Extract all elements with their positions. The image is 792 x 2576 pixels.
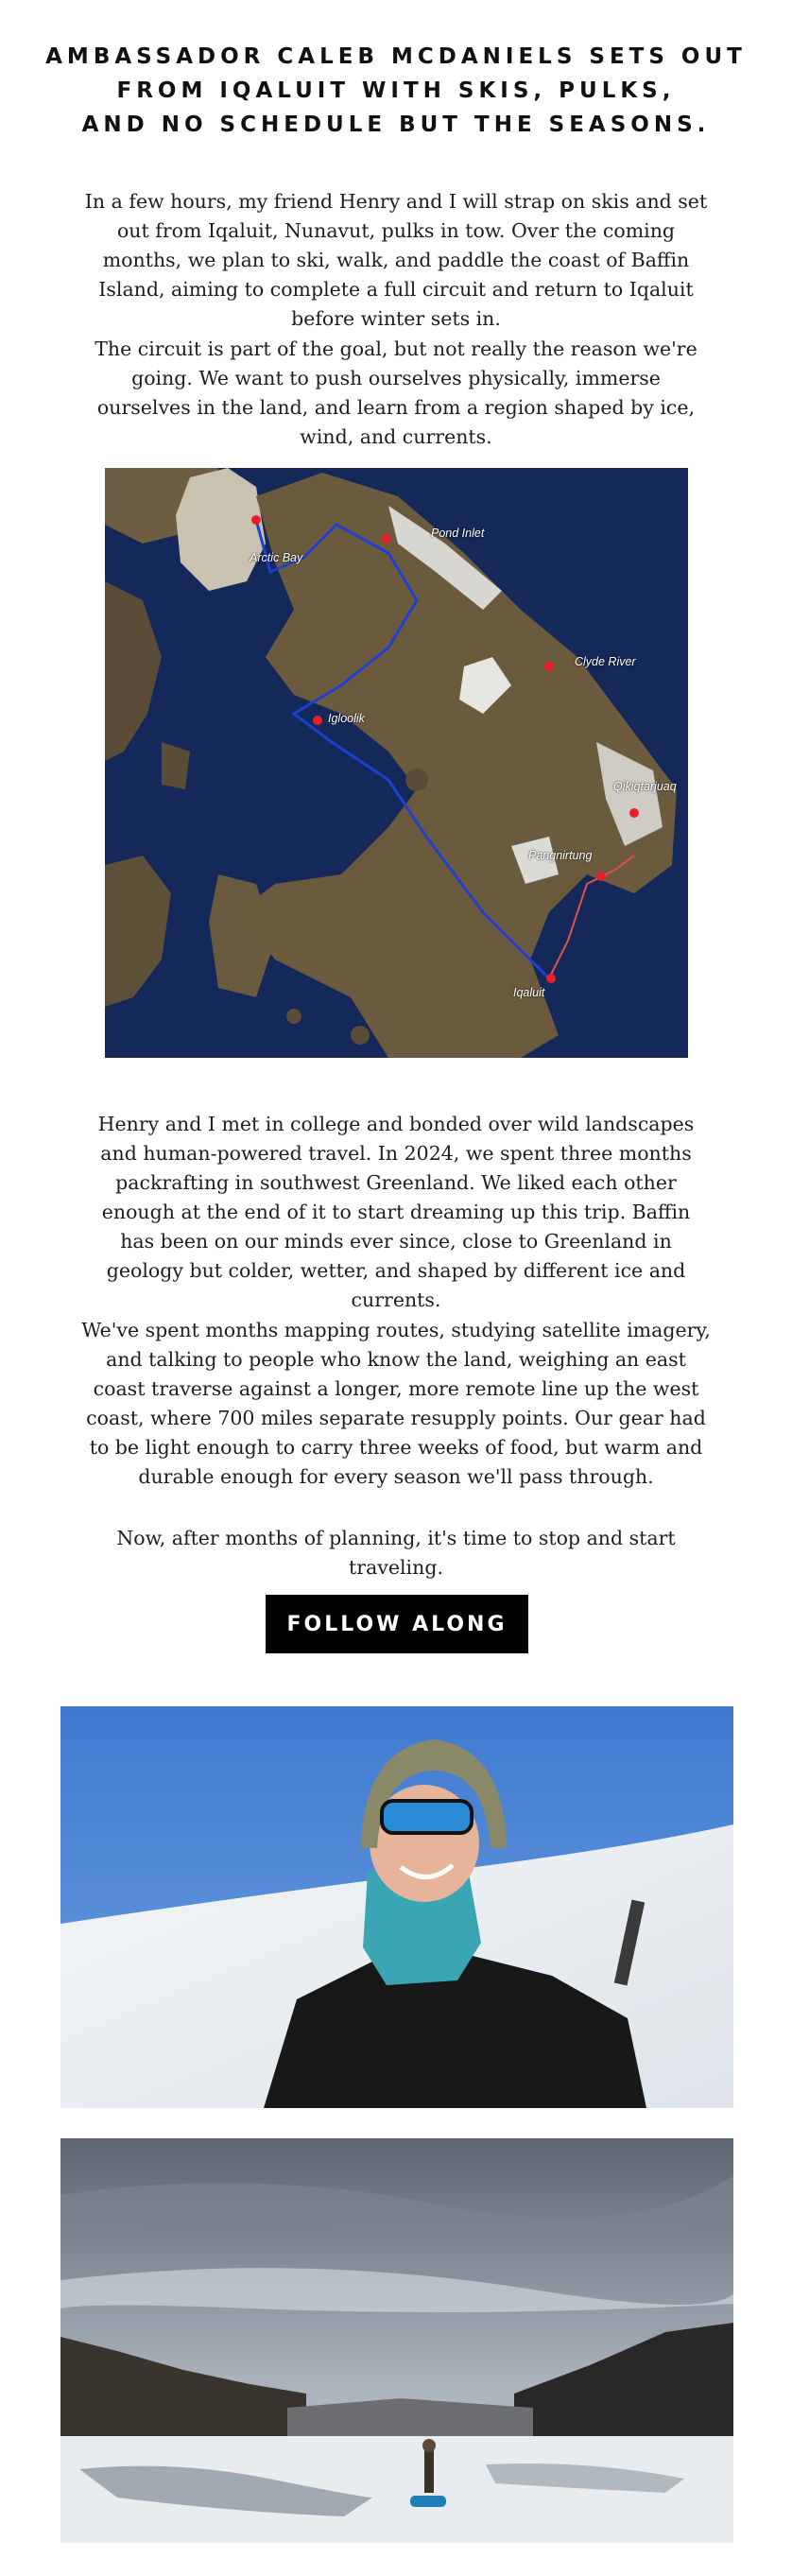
- map-label-igloolik: Igloolik: [328, 712, 365, 725]
- map-label-iqaluit: Iqaluit: [513, 986, 545, 999]
- intro-paragraph-2: The circuit is part of the goal, but not really the reason we're going. We want to push ourselves physically, immerse ourselves in the land, and learn from a region shaped by ice, wind, and currents.: [95, 337, 697, 448]
- photo-skier-portrait: [60, 1706, 733, 2108]
- map-label-pangnirtung: Pangnirtung: [528, 849, 593, 862]
- headline-line-2: FROM IQALUIT WITH SKIS, PULKS,: [116, 78, 676, 103]
- map-label-pond-inlet: Pond Inlet: [431, 527, 485, 540]
- follow-along-button[interactable]: FOLLOW ALONG: [266, 1595, 528, 1653]
- intro-paragraph-1: In a few hours, my friend Henry and I will strap on skis and set out from Iqaluit, Nunavut, pulks in tow. Over the coming months, we plan to ski, walk, and paddle the coast of Baffin Island, aiming to complete a full circuit and return to Iqaluit before winter sets in.: [84, 190, 708, 330]
- map-label-arctic-bay: Arctic Bay: [250, 551, 303, 564]
- map-label-qikiqtarjuaq: Qikiqtarjuaq: [613, 780, 677, 793]
- map-label-clyde-river: Clyde River: [575, 655, 636, 668]
- route-map: [105, 468, 688, 1058]
- photo-fjord-sea-ice: [60, 2138, 733, 2543]
- route-map-graphic: [105, 468, 688, 1058]
- headline: [0, 40, 792, 142]
- headline-line-1: AMBASSADOR CALEB MCDANIELS SETS OUT: [45, 44, 747, 69]
- story-paragraph-3: Now, after months of planning, it's time to stop and start traveling.: [116, 1527, 676, 1579]
- headline-line-3: AND NO SCHEDULE BUT THE SEASONS.: [81, 112, 711, 137]
- story-paragraph-1: Henry and I met in college and bonded over wild landscapes and human-powered travel. In 2024, we spent three months packrafting in southwest Greenland. We liked each other enough at the end of it to start dreaming up this trip. Baffin has been on our minds ever since, close to Greenland in geology but colder, wetter, and shaped by different ice and currents.: [97, 1113, 695, 1311]
- story-paragraph-2: We've spent months mapping routes, studying satellite imagery, and talking to people who know the land, weighing an east coast traverse against a longer, more remote line up the west coast, where 700 miles separate resupply points. Our gear had to be light enough to carry three weeks of food, but warm and durable enough for every season we'll pass through.: [81, 1319, 711, 1488]
